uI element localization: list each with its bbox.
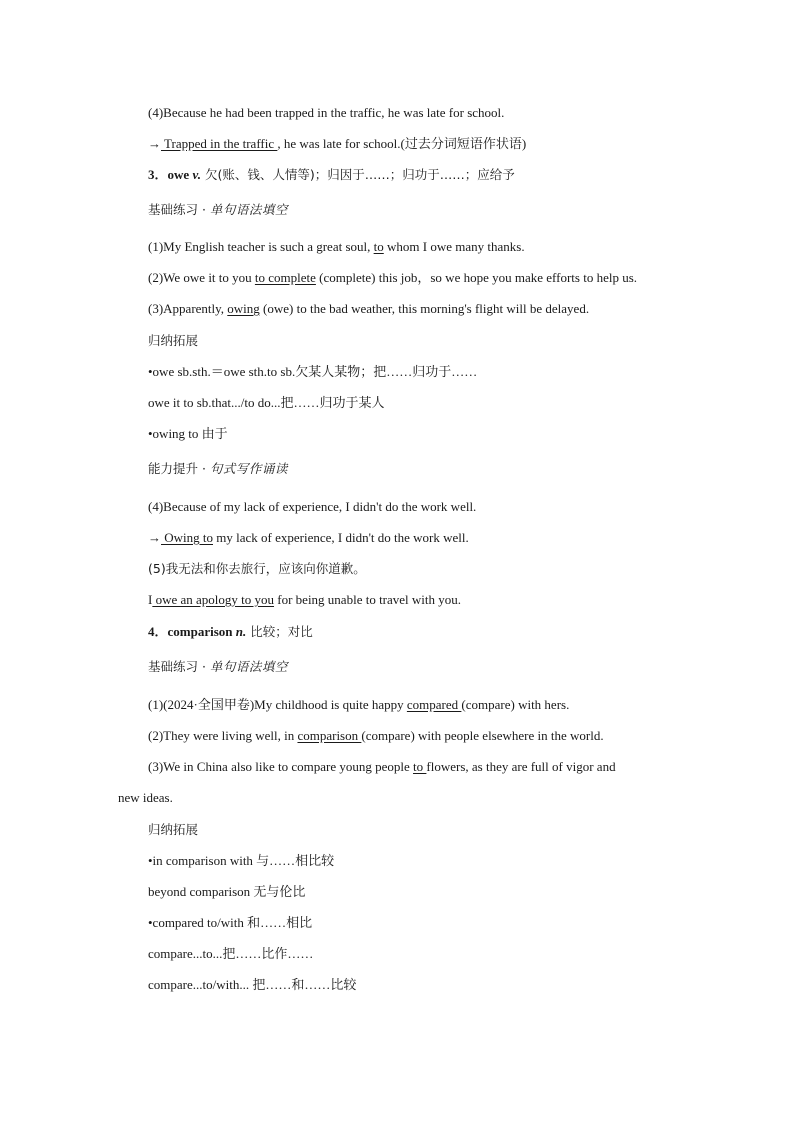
summary-item: compare...to/with... 把……和……比较: [148, 977, 357, 992]
answer-blank: to: [373, 239, 384, 254]
exercise-item: (1)My English teacher is such a great soul, to whom I owe many thanks.: [148, 239, 525, 254]
example-sentence: (4)Because he had been trapped in the traffic, he was late for school.: [148, 105, 505, 120]
part-of-speech: n.: [235, 624, 247, 639]
answer-blank: owing: [227, 301, 260, 316]
exercise-item: (2)They were living well, in comparison (compare) with people elsewhere in the world.: [148, 728, 604, 743]
summary-item: •in comparison with 与……相比较: [148, 853, 335, 868]
summary-item: owe it to sb.that.../to do...把……归功于某人: [148, 395, 385, 410]
summary-item: •owing to 由于: [148, 426, 228, 441]
rewrite-sentence: → Trapped in the traffic , he was late for school.(过去分词短语作状语): [148, 136, 527, 151]
exercise-item: (2)We owe it to you to complete (complete) this job，so we hope you make efforts to help us.: [148, 270, 638, 285]
exercise-heading: 能力提升 · 句式写作诵读: [148, 461, 288, 476]
summary-heading: 归纳拓展: [148, 333, 199, 348]
answer-blank: owe an apology to you: [152, 592, 275, 607]
answer-blank: compared: [406, 697, 462, 712]
summary-item: •owe sb.sth.＝owe sth.to sb.欠某人某物；把……归功于……: [148, 364, 478, 379]
exercise-heading: 基础练习 · 单句语法填空: [148, 659, 288, 674]
rewrite-sentence: → Owing to my lack of experience, I didn't do the work well.: [148, 530, 469, 545]
answer-blank: comparison: [297, 728, 362, 743]
summary-item: compare...to...把……比作……: [148, 946, 314, 961]
summary-item: beyond comparison 无与伦比: [148, 884, 306, 899]
answer-blank: Trapped in the traffic: [161, 136, 278, 151]
exercise-heading: 基础练习 · 单句语法填空: [148, 202, 288, 217]
arrow-icon: →: [148, 530, 161, 545]
section-heading: 4．comparison n. 比较；对比: [148, 624, 313, 639]
arrow-icon: →: [148, 136, 161, 151]
answer-blank: Owing to: [161, 530, 213, 545]
exercise-item-continuation: new ideas.: [118, 790, 173, 805]
summary-item: •compared to/with 和……相比: [148, 915, 313, 930]
headword: owe: [167, 167, 190, 182]
summary-heading: 归纳拓展: [148, 822, 199, 837]
translation-prompt: (5)我无法和你去旅行，应该向你道歉。: [148, 561, 366, 576]
example-sentence: (4)Because of my lack of experience, I didn't do the work well.: [148, 499, 477, 514]
translation-answer: I owe an apology to you for being unable to travel with you.: [148, 592, 462, 607]
exercise-item: (1)(2024·全国甲卷)My childhood is quite happy compared (compare) with hers.: [148, 697, 570, 712]
exercise-item: (3)Apparently, owing (owe) to the bad weather, this morning's flight will be delayed.: [148, 301, 590, 316]
exercise-item: (3)We in China also like to compare young people to flowers, as they are full of vigor and: [148, 759, 616, 774]
answer-blank: to: [413, 759, 427, 774]
part-of-speech: v.: [192, 167, 201, 182]
headword: comparison: [167, 624, 233, 639]
answer-blank: to complete: [254, 270, 316, 285]
section-heading: 3．owe v. 欠(账、钱、人情等)；归因于……；归功于……；应给予: [148, 167, 515, 182]
